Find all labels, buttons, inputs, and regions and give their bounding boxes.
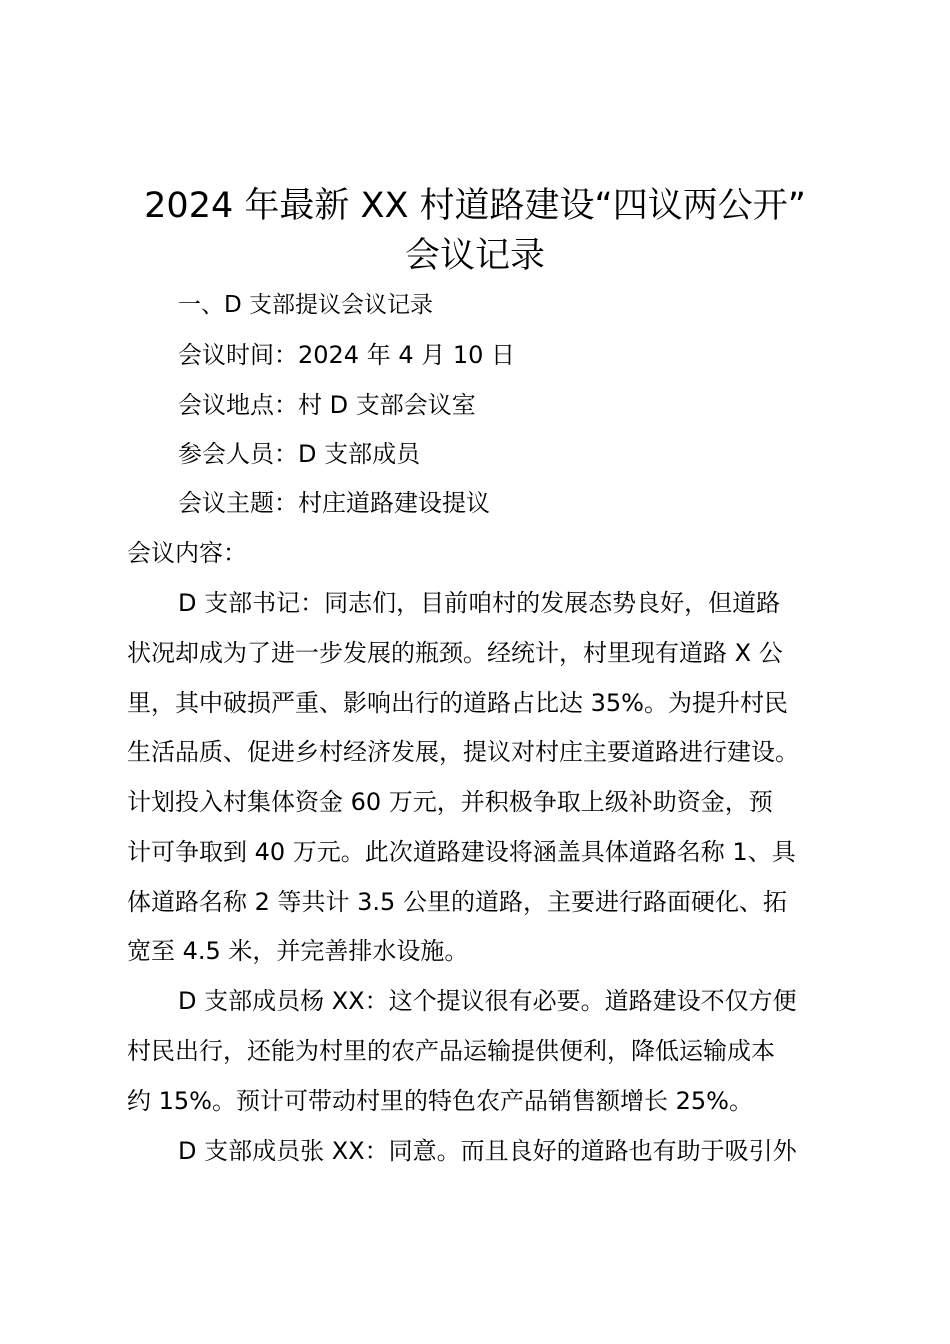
section-heading: 一、D 支部提议会议记录 (178, 292, 434, 318)
paragraph-1-line: 体道路名称 2 等共计 3.5 公里的道路，主要进行路面硬化、拓 (127, 888, 787, 916)
paragraph-3-line: D 支部成员张 XX：同意。而且良好的道路也有助于吸引外 (178, 1137, 797, 1165)
paragraph-1-line: 状况却成为了进一步发展的瓶颈。经统计，村里现有道路 X 公 (127, 639, 783, 667)
paragraph-2-line: 村民出行，还能为村里的农产品运输提供便利，降低运输成本 (127, 1037, 775, 1065)
paragraph-1-line: 计划投入村集体资金 60 万元，并积极争取上级补助资金，预 (127, 788, 773, 816)
paragraph-2-line: D 支部成员杨 XX：这个提议很有必要。道路建设不仅方便 (178, 987, 797, 1015)
meeting-time: 会议时间：2024 年 4 月 10 日 (178, 341, 516, 369)
paragraph-2-line: 约 15%。预计可带动村里的特色农产品销售额增长 25%。 (127, 1087, 753, 1115)
content-label: 会议内容： (127, 539, 247, 567)
meeting-topic: 会议主题：村庄道路建设提议 (178, 489, 490, 517)
paragraph-1-line: 宽至 4.5 米，并完善排水设施。 (127, 937, 469, 965)
document-title-line-1: 2024 年最新 XX 村道路建设“四议两公开” (144, 186, 806, 226)
paragraph-1-line: 计可争取到 40 万元。此次道路建设将涵盖具体道路名称 1、具 (127, 838, 796, 866)
paragraph-1-line: 里，其中破损严重、影响出行的道路占比达 35%。为提升村民 (127, 689, 788, 717)
document-title-line-2: 会议记录 (404, 236, 545, 276)
meeting-attendees: 参会人员：D 支部成员 (178, 440, 421, 468)
paragraph-1-line: D 支部书记：同志们，目前咱村的发展态势良好，但道路 (178, 589, 781, 617)
meeting-place: 会议地点：村 D 支部会议室 (178, 391, 476, 419)
paragraph-1-line: 生活品质、促进乡村经济发展，提议对村庄主要道路进行建设。 (127, 738, 799, 766)
